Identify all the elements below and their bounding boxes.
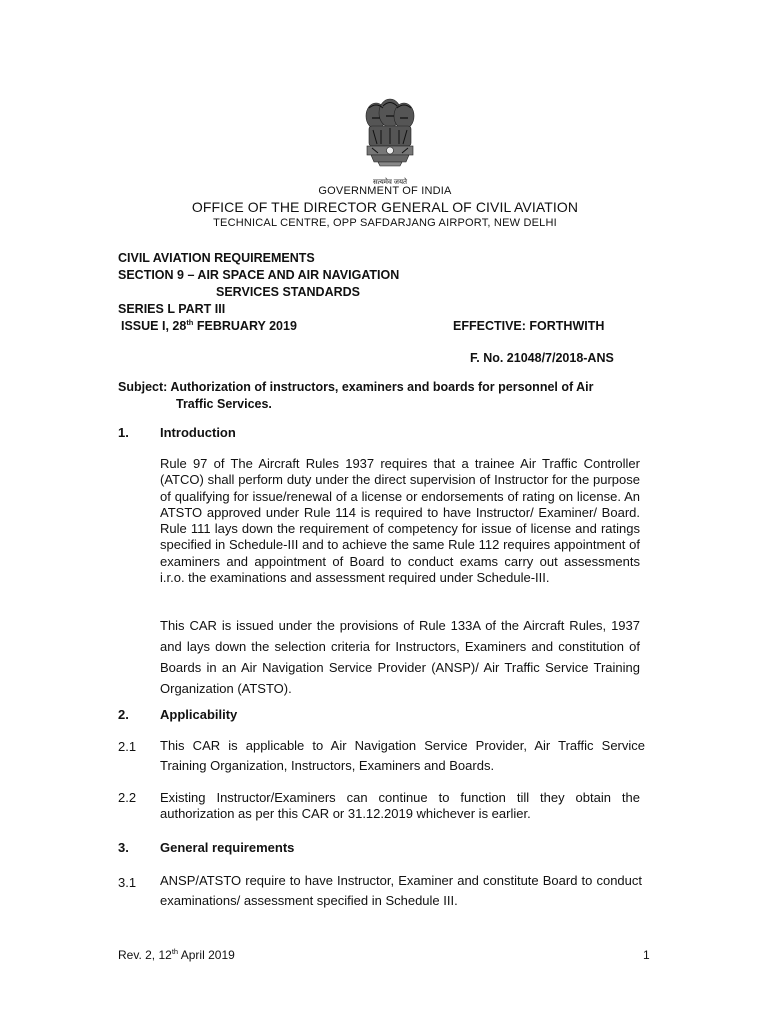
- doc-section: SECTION 9 – AIR SPACE AND AIR NAVIGATION: [118, 268, 400, 282]
- office-address: TECHNICAL CENTRE, OPP SAFDARJANG AIRPORT, NEW DELHI: [213, 217, 557, 229]
- clause-3-1-number: 3.1: [118, 875, 137, 890]
- doc-file-number: F. No. 21048/7/2018-ANS: [470, 351, 614, 365]
- doc-subject-cont: Traffic Services.: [176, 397, 272, 411]
- doc-title: CIVIL AVIATION REQUIREMENTS: [118, 251, 315, 265]
- emblem-motto: सत्यमेव जयते: [372, 179, 408, 186]
- section-2-title: Applicability: [160, 707, 238, 722]
- doc-effective: EFFECTIVE: FORTHWITH: [453, 319, 605, 333]
- clause-3-1-text: ANSP/ATSTO require to have Instructor, Examiner and constitute Board to conduct examinations/ assessment specified in Schedule III.: [160, 873, 642, 908]
- clause-2-1-number: 2.1: [118, 739, 137, 754]
- doc-subject: Subject: Authorization of instructors, examiners and boards for personnel of Air: [118, 380, 594, 394]
- page-number: 1: [643, 948, 650, 962]
- clause-2-2-number: 2.2: [118, 790, 137, 805]
- section-3-number: 3.: [118, 840, 129, 855]
- intro-paragraph-1: Rule 97 of The Aircraft Rules 1937 requires that a trainee Air Traffic Controller (ATCO) shall perform duty under the direct supervision of Instructor for the purpose of qualifying for issue/renewal of a license or endorsements of rating on license. An ATSTO approved under Rule 114 is required to have Instructor/ Examiner/ Board. Rule 111 lays down the requirement of competency for issue of license and ratings specified in Schedule-III and to achieve the same Rule 112 requires appointment of examiners and appointment of Board to conduct exams carry out assessments i.r.o. the examinations and assessment required under Schedule-III.: [160, 456, 640, 586]
- intro-paragraph-2: This CAR is issued under the provisions of Rule 133A of the Aircraft Rules, 1937 and lays down the selection criteria for Instructors, Examiners and constitution of Boards in an Air Navigation Service Provider (ANSP)/ Air Traffic Service Training Organization (ATSTO).: [160, 618, 640, 696]
- doc-series: SERIES L PART III: [118, 302, 226, 316]
- clause-2-1-text: This CAR is applicable to Air Navigation Service Provider, Air Traffic Service Training Organization, Instructors, Examiners and Boards.: [160, 738, 645, 773]
- clause-2-2-text: Existing Instructor/Examiners can continue to function till they obtain the authorization as per this CAR or 31.12.2019 whichever is earlier.: [160, 790, 640, 821]
- section-1-number: 1.: [118, 425, 129, 440]
- section-3-title: General requirements: [160, 840, 295, 855]
- office-title: OFFICE OF THE DIRECTOR GENERAL OF CIVIL AVIATION: [191, 199, 579, 215]
- doc-issue: ISSUE I, 28th FEBRUARY 2019: [121, 317, 297, 333]
- ashoka-emblem-icon: [355, 98, 425, 188]
- government-label: GOVERNMENT OF INDIA: [318, 185, 452, 197]
- footer-revision: Rev. 2, 12th April 2019: [118, 947, 235, 962]
- section-1-title: Introduction: [160, 425, 236, 440]
- section-2-number: 2.: [118, 707, 129, 722]
- doc-section-cont: SERVICES STANDARDS: [216, 285, 361, 299]
